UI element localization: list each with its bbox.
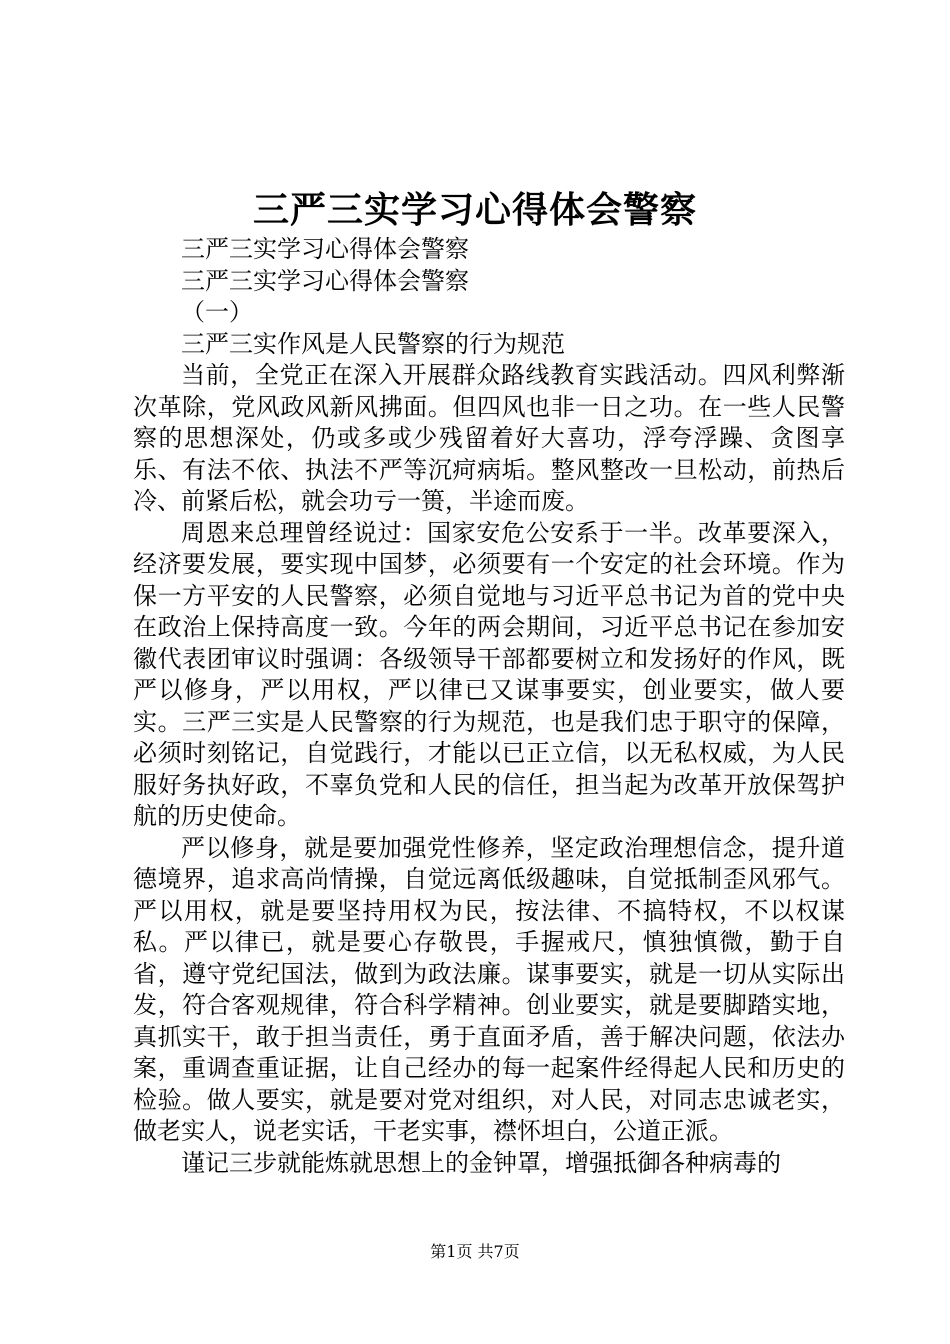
body-paragraph: 谨记三步就能炼就思想上的金钟罩，增强抵御各种病毒的 (181, 1148, 781, 1177)
body-paragraph: 严以修身，就是要加强党性修养，坚定政治理想信念，提升道德境界，追求高尚情操，自觉远离低级趣味，自觉抵制歪风邪气。严以用权，就是要坚持用权为民，按法律、不搞特权，不以权谋私。严以律已，就是要心存敬畏，手握戒尺，慎独慎微，勤于自省，遵守党纪国法，做到为政法廉。谋事要实，就是一切从实际出发，符合客观规律，符合科学精神。创业要实，就是要脚踏实地，真抓实干，敢于担当责任，勇于直面矛盾，善于解决问题，依法办案，重调查重证据，让自己经办的每一起案件经得起人民和历史的检验。做人要实，就是要对党对组织，对人民，对同志忠诚老实，做老实人，说老实话，干老实事，襟怀坦白，公道正派。 (133, 833, 845, 1145)
body-paragraph: 三严三实学习心得体会警察 (181, 235, 469, 263)
body-paragraph: 三严三实学习心得体会警察 (181, 266, 469, 295)
document-body (133, 234, 845, 1179)
body-paragraph: 周恩来总理曾经说过：国家安危公安系于一半。改革要深入，经济要发展，要实现中国梦，必须要有一个安定的社会环境。作为保一方平安的人民警察，必须自觉地与习近平总书记为首的党中央在政治上保持高度一致。今年的两会期间，习近平总书记在参加安徽代表团审议时强调：各级领导干部都要树立和发扬好的作风，既严以修身，严以用权，严以律已又谋事要实，创业要实，做人要实。三严三实是人民警察的行为规范，也是我们忠于职守的保障，必须时刻铭记，自觉践行，才能以已正立信，以无私权威，为人民服好务执好政，不辜负党和人民的信任，担当起为改革开放保驾护航的历史使命。 (133, 518, 845, 830)
body-paragraph: 当前，全党正在深入开展群众路线教育实践活动。四风利弊渐次革除，党风政风新风拂面。但四风也非一日之功。在一些人民警察的思想深处，仍或多或少残留着好大喜功，浮夸浮躁、贪图享乐、有法不依、执法不严等沉疴病垢。整风整改一旦松动，前热后冷、前紧后松，就会功亏一篑，半途而废。 (133, 361, 845, 515)
document-title: 三严三实学习心得体会警察 (252, 189, 697, 231)
section-number: （一） (181, 298, 253, 326)
section-heading: 三严三实作风是人民警察的行为规范 (181, 329, 565, 358)
page-footer: 第1页 共7页 (430, 1242, 520, 1261)
